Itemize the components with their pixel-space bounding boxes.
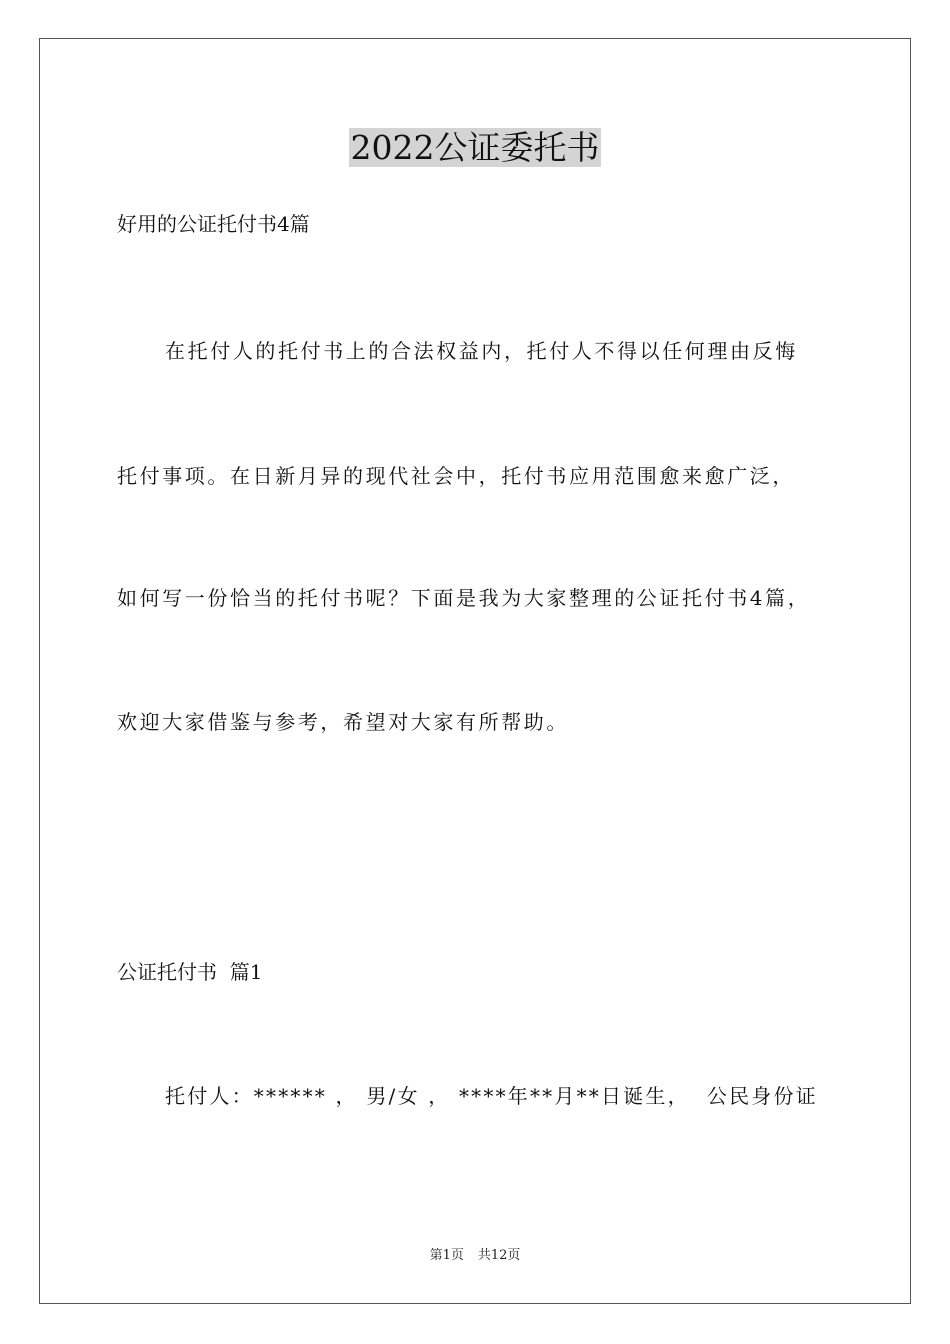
intro-paragraph-line-1: 在托付人的托付书上的合法权益内，托付人不得以任何理由反悔 [165, 339, 798, 363]
intro-paragraph-line-3: 如何写一份恰当的托付书呢？下面是我为大家整理的公证托付书4篇， [117, 586, 811, 610]
document-title [0, 126, 950, 170]
section-paragraph-line-1: 托付人：****** ， 男/女 ， ****年**月**日诞生， 公民身份证 [165, 1084, 818, 1108]
page-footer [0, 1247, 950, 1265]
intro-paragraph-line-2: 托付事项。在日新月异的现代社会中，托付书应用范围愈来愈广泛， [117, 464, 795, 488]
page-number: 第1页 [429, 1248, 464, 1263]
document-subtitle: 好用的公证托付书4篇 [117, 212, 310, 236]
section-heading: 公证托付书 篇1 [117, 960, 263, 984]
document-title-text: 2022公证委托书 [350, 128, 600, 167]
page-total: 共12页 [477, 1248, 521, 1263]
intro-paragraph-line-4: 欢迎大家借鉴与参考，希望对大家有所帮助。 [117, 710, 569, 734]
